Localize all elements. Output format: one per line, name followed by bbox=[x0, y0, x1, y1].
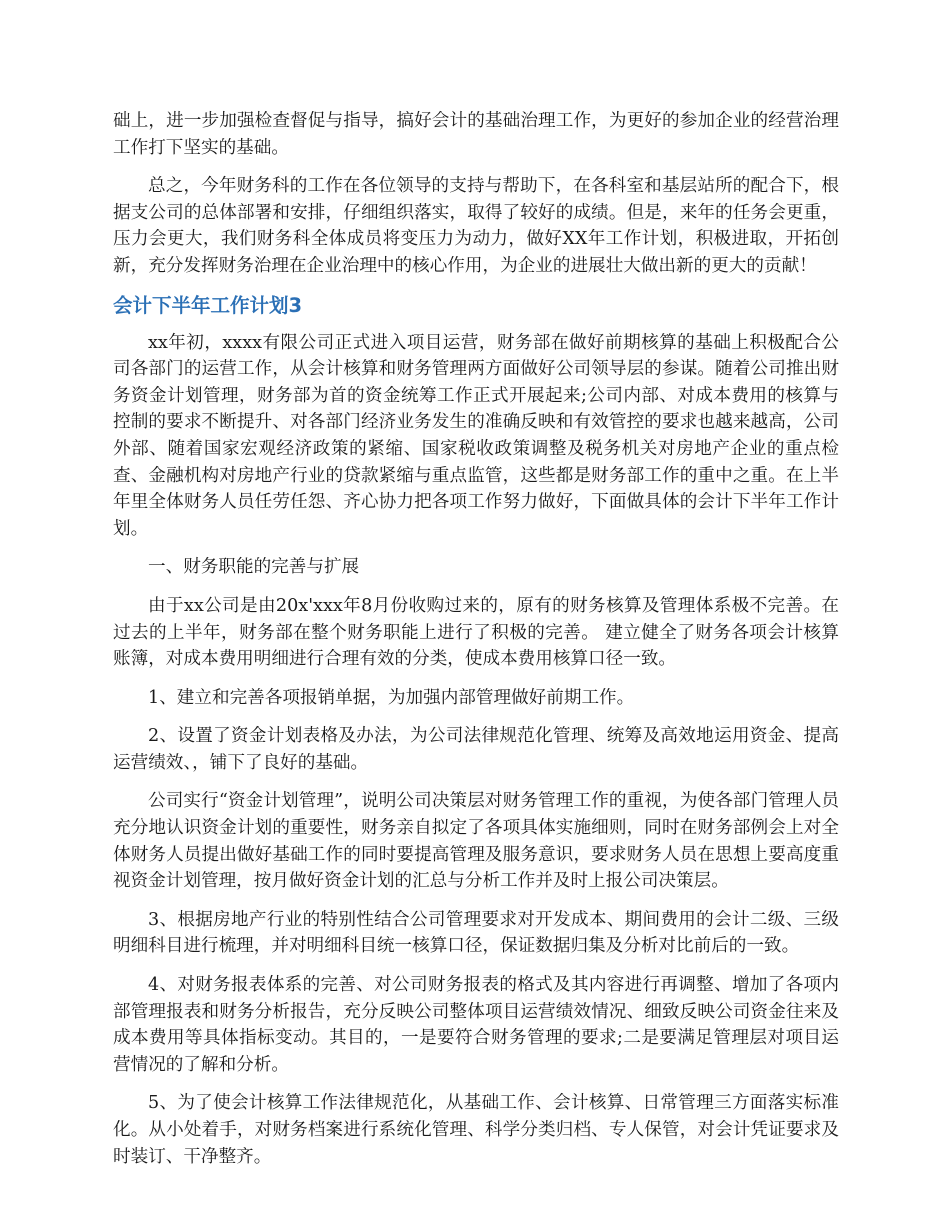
paragraph-subheading: 一、财务职能的完善与扩展 bbox=[148, 557, 360, 578]
paragraph-item-5: 5、为了使会计核算工作法律规范化，从基础工作、会计核算、日常管理三方面落实标准化。从小处着手，对财务档案进行系统化管理、科学分类归档、专人保管，对会计凭证要求及时装订、干净整齐。 bbox=[113, 1093, 839, 1167]
paragraph-item-1: 1、建立和完善各项报销单据，为加强内部管理做好前期工作。 bbox=[148, 687, 635, 708]
paragraph-fund-plan: 公司实行“资金计划管理”，说明公司决策层对财务管理工作的重视，为使各部门管理人员充分地认识资金计划的重要性，财务亲自拟定了各项具体实施细则，同时在财务部例会上对全体财务人员提出做好基础工作的同时要提高管理及服务意识，要求财务人员在思想上要高度重视资金计划管理，按月做好资金计划的汇总与分析工作并及时上报公司决策层。 bbox=[113, 791, 839, 892]
paragraph-item-4: 4、对财务报表体系的完善、对公司财务报表的格式及其内容进行再调整、增加了各项内部管理报表和财务分析报告，充分反映公司整体项目运营绩效情况、细致反映公司资金往来及成本费用等具体指标变动。其目的，一是要符合财务管理的要求;二是要满足管理层对项目运营情况的了解和分析。 bbox=[113, 975, 839, 1075]
paragraph-intro: xx年初，xxxx有限公司正式进入项目运营，财务部在做好前期核算的基础上积极配合公司各部门的运营工作，从会计核算和财务管理两方面做好公司领导层的参谋。随着公司推出财务资金计划管理，财务部为首的资金统筹工作正式开展起来;公司内部、对成本费用的核算与控制的要求不断提升、对各部门经济业务发生的准确反映和有效管控的要求也越来越高，公司外部、随着国家宏观经济政策的紧缩、国家税收政策调整及税务机关对房地产企业的重点检查、金融机构对房地产行业的贷款紧缩与重点监管，这些都是财务部工作的重中之重。在上半年里全体财务人员任劳任怨、齐心协力把各项工作努力做好，下面做具体的会计下半年工作计划。 bbox=[113, 332, 839, 539]
paragraph-background: 由于xx公司是由20x'xxx年8月份收购过来的，原有的财务核算及管理体系极不完善。在过去的上半年，财务部在整个财务职能上进行了积极的完善。 建立健全了财务各项会计核算账簿，对成本费用明细进行合理有效的分类，使成本费用核算口径一致。 bbox=[113, 595, 839, 670]
paragraph-item-3: 3、根据房地产行业的特别性结合公司管理要求对开发成本、期间费用的会计二级、三级明细科目进行梳理，并对明细科目统一核算口径，保证数据归集及分析对比前后的一致。 bbox=[113, 909, 839, 957]
paragraph-summary: 总之，今年财务科的工作在各位领导的支持与帮助下，在各科室和基层站所的配合下，根据支公司的总体部署和安排，仔细组织落实，取得了较好的成绩。但是，来年的任务会更重，压力会更大，我们财务科全体成员将变压力为动力，做好XX年工作计划，积极进取，开拓创新，充分发挥财务治理在企业治理中的核心作用，为企业的进展壮大做出新的更大的贡献！ bbox=[113, 176, 839, 276]
paragraph-item-2: 2、设置了资金计划表格及办法，为公司法律规范化管理、统筹及高效地运用资金、提高运营绩效、，铺下了良好的基础。 bbox=[113, 726, 839, 773]
section-heading: 会计下半年工作计划3 bbox=[113, 293, 303, 317]
document-body bbox=[113, 108, 839, 1182]
paragraph-continuation: 础上，进一步加强检查督促与指导，搞好会计的基础治理工作，为更好的参加企业的经营治理工作打下坚实的基础。 bbox=[113, 111, 839, 158]
